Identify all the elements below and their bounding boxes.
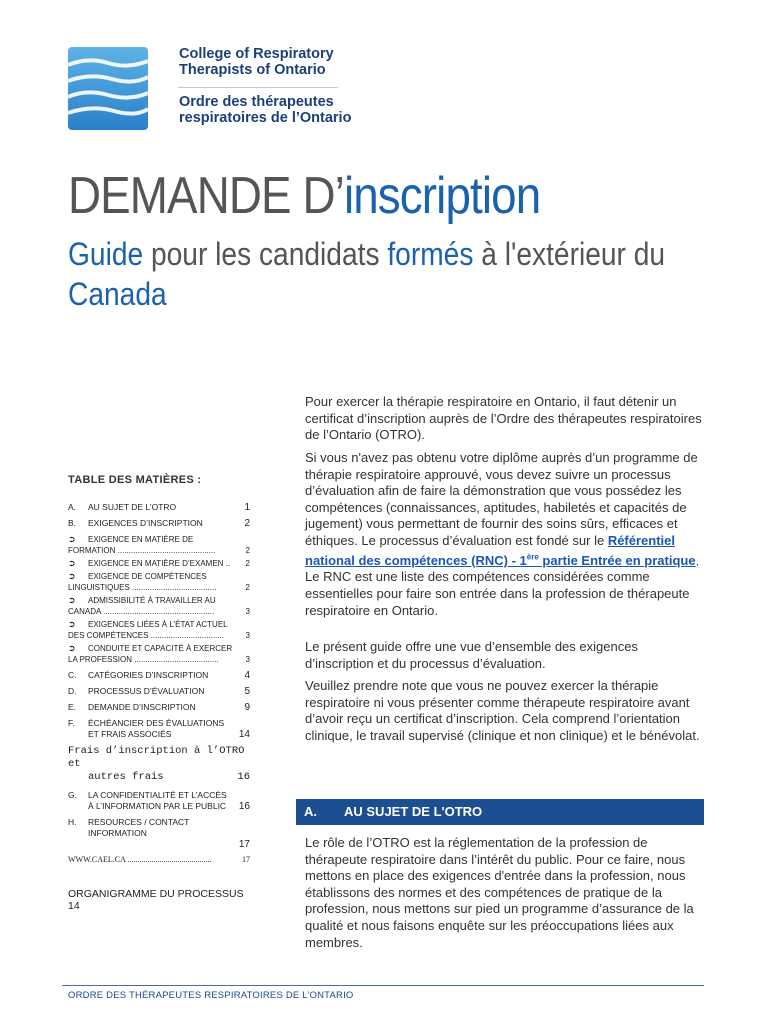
college-logo-icon: [68, 47, 148, 130]
arrow-right-icon: ➲: [68, 595, 76, 605]
table-of-contents: [68, 474, 250, 912]
arrow-right-icon: ➲: [68, 558, 76, 568]
page-subtitle: Guide pour les candidats formés à l'extérieur du Canada: [68, 236, 666, 312]
page-title: DEMANDE D’inscription: [68, 167, 541, 225]
arrow-right-icon: ➲: [68, 571, 76, 581]
role-paragraph: Le rôle de l’OTRO est la réglementation de la profession de thérapeute respiratoire dans l’intérêt du public. Pour ce faire, nous mettons en place des exigences d'entrée dans la profession, nous établissons des normes et des compétences de pratique de la profession, nous mettons sur pied un programme d’assurance de la qualité et nous faisons enquête sur les préoccupations liées aux membres.: [305, 835, 694, 950]
toc-item-a[interactable]: A. AU SUJET DE L’OTRO 1: [68, 502, 250, 513]
toc-item-c[interactable]: C. CATÉGORIES D’INSCRIPTION 4: [68, 670, 250, 681]
footer-divider: [62, 985, 704, 986]
toc-item-frais[interactable]: Frais d’inscription à l’OTRO et autres frais 16: [68, 745, 250, 783]
arrow-right-icon: ➲: [68, 619, 76, 629]
toc-subitem-formation[interactable]: ➲ EXIGENCE EN MATIÈRE DE FORMATION ............................................ 2: [68, 534, 250, 555]
logo-divider: [178, 87, 338, 88]
toc-item-f[interactable]: F. ÉCHÉANCIER DES ÉVALUATIONS ET FRAIS ASSOCIÉS 14: [68, 718, 250, 740]
arrow-right-icon: ➲: [68, 643, 76, 653]
overview-paragraph: Le présent guide offre une vue d’ensemble des exigences d’inscription et du processus d’évaluation.: [305, 639, 638, 671]
toc-item-b[interactable]: B. EXIGENCES D’INSCRIPTION 2: [68, 518, 250, 529]
toc-subitem-linguistiques[interactable]: ➲ EXIGENCE DE COMPÉTENCES LINGUISTIQUES ...................................... 2: [68, 571, 250, 592]
footer-text: ORDRE DES THÉRAPEUTES RESPIRATOIRES DE L’ONTARIO: [68, 990, 354, 1001]
toc-subitem-competences[interactable]: ➲ EXIGENCES LIÉES À L’ÉTAT ACTUEL DES COMPÉTENCES ................................. 3: [68, 619, 250, 640]
toc-item-e[interactable]: E. DEMANDE D’INSCRIPTION 9: [68, 702, 250, 713]
arrow-right-icon: ➲: [68, 534, 76, 544]
section-heading-a: A. AU SUJET DE L'OTRO: [296, 799, 704, 825]
toc-heading: TABLE DES MATIÈRES :: [68, 474, 202, 486]
intro-paragraph: Pour exercer la thérapie respiratoire en Ontario, il faut détenir un certificat d’inscription auprès de l’Ordre des thérapeutes respiratoires de l’Ontario (OTRO).: [305, 394, 702, 443]
toc-item-h[interactable]: H. RESOURCES / CONTACT INFORMATION 17: [68, 817, 250, 850]
toc-item-organigramme[interactable]: ORGANIGRAMME DU PROCESSUS 14: [68, 888, 244, 912]
toc-item-www[interactable]: WWW.CAEL.CA .......................................... 17: [68, 855, 250, 864]
toc-item-g[interactable]: G. LA CONFIDENTIALITÉ ET L’ACCÈS À L’INFORMATION PAR LE PUBLIC 16: [68, 790, 250, 812]
notice-paragraph: Veuillez prendre note que vous ne pouvez exercer la thérapie respiratoire ni vous présenter comme thérapeute respiratoire avant d’avoir reçu un certificat d’inscription. Cela comprend l’orientation clinique, le travail supervisé (clinique et non clinique) et le bénévolat.: [305, 678, 700, 743]
toc-subitem-admissibilite[interactable]: ➲ ADMISSIBILITÉ À TRAVAILLER AU CANADA .................................................. 3: [68, 595, 250, 616]
toc-subitem-examen[interactable]: ➲ EXIGENCE EN MATIÈRE D’EXAMEN .. 2: [68, 558, 250, 568]
rnc-link[interactable]: Référentiel national des compétences (RNC) - 1ère partie Entrée en pratique: [305, 532, 696, 568]
toc-subitem-conduite[interactable]: ➲ CONDUITE ET CAPACITÉ À EXERCER LA PROFESSION ...................................... 3: [68, 643, 250, 664]
assessment-paragraph: Si vous n'avez pas obtenu votre diplôme auprès d’un programme de thérapie respiratoire approuvé, vous devez suivre un processus d’évaluation afin de faire la démonstration que vous possédez les compétences (connaissances, aptitudes, habiletés et capacités de jugement) vous permettant de fournir des soins sûrs, efficaces et éthiques. Le processus d’évaluation est fondé sur le Référentiel national des compétences (RNC) - 1ère partie Entrée en pratique. Le RNC est une liste des compétences considérées comme essentielles pour faire son entrée dans la profession de thérapeute respiratoire en Ontario.: [305, 450, 700, 618]
toc-item-d[interactable]: D. PROCESSUS D’ÉVALUATION 5: [68, 686, 250, 697]
logo-title-en: College of Respiratory Therapists of Ontario: [179, 46, 334, 78]
logo-title-fr: Ordre des thérapeutes respiratoires de l’Ontario: [179, 94, 352, 126]
